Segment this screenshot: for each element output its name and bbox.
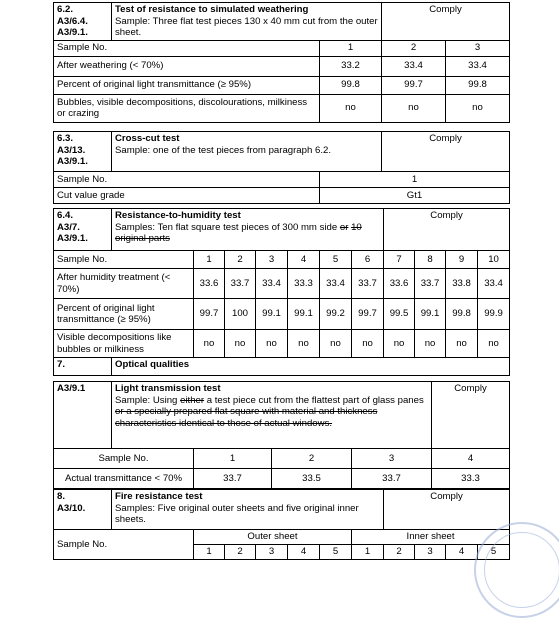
row-label: Sample No. bbox=[54, 40, 320, 56]
cell: 1 bbox=[320, 40, 382, 56]
cell: 5 bbox=[320, 545, 352, 560]
cell: 33.4 bbox=[446, 56, 510, 76]
cell: 1 bbox=[320, 172, 510, 188]
cell: 1 bbox=[352, 545, 384, 560]
cell: no bbox=[384, 330, 415, 358]
cell: 3 bbox=[415, 545, 446, 560]
cell: 99.1 bbox=[415, 299, 446, 330]
cell: 99.2 bbox=[320, 299, 352, 330]
cell: 3 bbox=[446, 40, 510, 56]
sample-description: Samples: Ten flat square test pieces of 300 mm side or 10 original parts bbox=[115, 221, 362, 244]
cell: 1 bbox=[194, 449, 272, 469]
cell: 33.4 bbox=[382, 56, 446, 76]
reference: A3/7. bbox=[57, 221, 80, 233]
row-label: Sample No. bbox=[54, 251, 194, 269]
row-label: Percent of original light transmittance (≥ 95%) bbox=[54, 76, 320, 94]
test-title: Cross-cut test bbox=[115, 133, 180, 144]
row-label: Sample No. bbox=[54, 530, 194, 560]
row-label: After humidity treatment (< 70%) bbox=[54, 269, 194, 299]
cell: no bbox=[446, 330, 478, 358]
cell: 33.7 bbox=[415, 269, 446, 299]
section-6-4 bbox=[53, 208, 510, 376]
test-description bbox=[112, 209, 384, 251]
cell: 99.8 bbox=[446, 76, 510, 94]
cell: no bbox=[415, 330, 446, 358]
cell: 33.6 bbox=[384, 269, 415, 299]
cell: no bbox=[320, 94, 382, 122]
test-title: Light transmission test bbox=[115, 383, 221, 394]
result: Comply bbox=[384, 490, 510, 530]
test-title: Fire resistance test bbox=[115, 491, 203, 502]
row-label: Percent of original light transmittance (≥ 95%) bbox=[54, 299, 194, 330]
stamp-ring bbox=[484, 532, 559, 608]
cell: 33.3 bbox=[432, 469, 510, 489]
cell: no bbox=[256, 330, 288, 358]
test-title: Test of resistance to simulated weathering bbox=[115, 4, 309, 15]
cell: 2 bbox=[225, 545, 256, 560]
cell: 33.4 bbox=[320, 269, 352, 299]
cell: 33.4 bbox=[478, 269, 510, 299]
section-number: 8. A3/10. bbox=[54, 490, 112, 530]
section-number: 6.3. A3/13. A3/9.1. bbox=[54, 132, 112, 172]
cell: 99.5 bbox=[384, 299, 415, 330]
cell: 2 bbox=[272, 449, 352, 469]
cell: 99.1 bbox=[288, 299, 320, 330]
cell: 3 bbox=[256, 545, 288, 560]
row-label: Bubbles, visible decompositions, discolourations, milkiness or crazing bbox=[54, 94, 320, 122]
section-6-2 bbox=[53, 2, 510, 123]
cell: 99.1 bbox=[256, 299, 288, 330]
section-number: 6.2. A3/6.4. A3/9.1. bbox=[54, 3, 112, 41]
cell: 4 bbox=[288, 545, 320, 560]
reference: A3/13. bbox=[57, 144, 86, 156]
sample-description: Sample: Using either a test piece cut from the flattest part of glass panes or a specially prepared flat square with material and thickness characteristics identical to those of actual windows. bbox=[115, 394, 424, 429]
cell: 4 bbox=[432, 449, 510, 469]
cell: 99.8 bbox=[320, 76, 382, 94]
section-number: 6.4. A3/7. A3/9.1. bbox=[54, 209, 112, 251]
cell: 99.7 bbox=[352, 299, 384, 330]
cell: 2 bbox=[384, 545, 415, 560]
cell: 33.7 bbox=[352, 269, 384, 299]
result: Comply bbox=[382, 3, 510, 41]
test-description bbox=[112, 382, 432, 449]
official-stamp bbox=[474, 522, 559, 618]
reference: A3/9.1. bbox=[57, 27, 88, 38]
row-label: Cut value grade bbox=[54, 188, 320, 204]
cell: 33.7 bbox=[225, 269, 256, 299]
cell: 8 bbox=[415, 251, 446, 269]
cell: 33.6 bbox=[194, 269, 225, 299]
cell: 1 bbox=[194, 251, 225, 269]
cell: 10 bbox=[478, 251, 510, 269]
section-7 bbox=[53, 381, 510, 489]
cell: 3 bbox=[352, 449, 432, 469]
cell: no bbox=[320, 330, 352, 358]
cell: 99.8 bbox=[446, 299, 478, 330]
cell: no bbox=[225, 330, 256, 358]
cell: 4 bbox=[446, 545, 478, 560]
test-title: Resistance-to-humidity test bbox=[115, 210, 241, 221]
cell: 33.5 bbox=[272, 469, 352, 489]
row-label: Visible decompositions like bubbles or milkiness bbox=[54, 330, 194, 358]
cell: 99.9 bbox=[478, 299, 510, 330]
cell: no bbox=[446, 94, 510, 122]
section-number: 7. bbox=[54, 358, 112, 376]
test-description bbox=[112, 3, 382, 41]
cell: 7 bbox=[384, 251, 415, 269]
cell: 33.3 bbox=[288, 269, 320, 299]
outer-sheet-header: Outer sheet bbox=[194, 530, 352, 545]
row-label: Sample No. bbox=[54, 172, 320, 188]
cell: 33.2 bbox=[320, 56, 382, 76]
reference: A3/9.1. bbox=[57, 233, 88, 244]
row-label: Actual transmittance < 70% bbox=[54, 469, 194, 489]
section-title: Optical qualities bbox=[112, 358, 510, 376]
result: Comply bbox=[382, 132, 510, 172]
cell: no bbox=[352, 330, 384, 358]
cell: no bbox=[478, 330, 510, 358]
row-label: Sample No. bbox=[54, 449, 194, 469]
cell: 2 bbox=[382, 40, 446, 56]
section-8 bbox=[53, 489, 510, 560]
result: Comply bbox=[432, 382, 510, 449]
cell: 100 bbox=[225, 299, 256, 330]
inner-sheet-header: Inner sheet bbox=[352, 530, 510, 545]
cell: no bbox=[382, 94, 446, 122]
cell: 33.7 bbox=[352, 469, 432, 489]
section-6-3 bbox=[53, 131, 510, 204]
cell: 99.7 bbox=[194, 299, 225, 330]
cell: 1 bbox=[194, 545, 225, 560]
cell: no bbox=[194, 330, 225, 358]
cell: 3 bbox=[256, 251, 288, 269]
cell: 5 bbox=[478, 545, 510, 560]
test-description bbox=[112, 132, 382, 172]
cell: 2 bbox=[225, 251, 256, 269]
cell: 9 bbox=[446, 251, 478, 269]
sample-description: Sample: Three flat test pieces 130 x 40 mm cut from the outer sheet. bbox=[115, 15, 378, 38]
cell: 99.7 bbox=[382, 76, 446, 94]
result: Comply bbox=[384, 209, 510, 251]
cell: 33.4 bbox=[256, 269, 288, 299]
test-description bbox=[112, 490, 384, 530]
cell: 33.8 bbox=[446, 269, 478, 299]
cell: Gt1 bbox=[320, 188, 510, 204]
cell: 6 bbox=[352, 251, 384, 269]
reference: A3/6.4. bbox=[57, 15, 88, 27]
reference: A3/10. bbox=[57, 502, 86, 514]
cell: no bbox=[288, 330, 320, 358]
cell: 33.7 bbox=[194, 469, 272, 489]
sample-description: Samples: Five original outer sheets and five original inner sheets. bbox=[115, 502, 359, 525]
reference: A3/9.1 bbox=[54, 382, 112, 449]
cell: 5 bbox=[320, 251, 352, 269]
row-label: After weathering (< 70%) bbox=[54, 56, 320, 76]
reference: A3/9.1. bbox=[57, 156, 88, 167]
cell: 4 bbox=[288, 251, 320, 269]
sample-description: Sample: one of the test pieces from paragraph 6.2. bbox=[115, 144, 331, 156]
